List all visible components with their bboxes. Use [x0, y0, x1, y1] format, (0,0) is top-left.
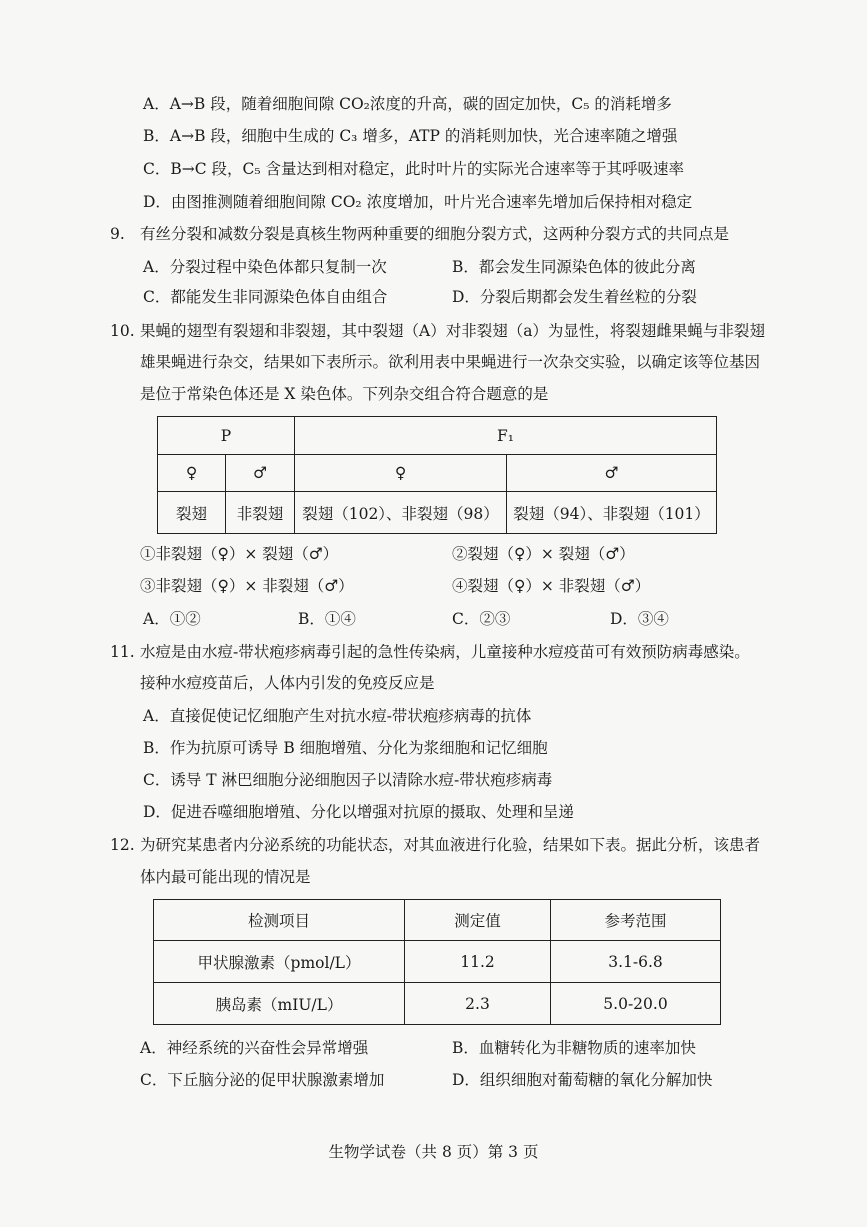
table-cell: 2.3	[405, 983, 551, 1025]
table-header: 参考范围	[551, 900, 721, 941]
q9-option-a: A．分裂过程中染色体都只复制一次	[143, 258, 387, 276]
q12-stem-line: 体内最可能出现的情况是	[140, 868, 311, 886]
q9-option-b: B．都会发生同源染色体的彼此分离	[452, 258, 696, 276]
q10-stem-line: 果蝇的翅型有裂翅和非裂翅，其中裂翅（A）对非裂翅（a）为显性，将裂翅雌果蝇与非裂翅	[140, 322, 765, 340]
q11-stem-line: 水痘是由水痘-带状疱疹病毒引起的急性传染病，儿童接种水痘疫苗可有效预防病毒感染。	[140, 643, 750, 661]
male-symbol: ♂	[226, 455, 295, 492]
q11-option-d: D．促进吞噬细胞增殖、分化以增强对抗原的摄取、处理和呈递	[143, 803, 574, 821]
q12-option-b: B．血糖转化为非糖物质的速率加快	[452, 1039, 696, 1057]
q10-cross-4: ④裂翅（♀）× 非裂翅（♂）	[452, 577, 651, 595]
q8-option-c: C．B→C 段，C₅ 含量达到相对稳定，此时叶片的实际光合速率等于其呼吸速率	[143, 160, 685, 178]
q12-stem-line: 为研究某患者内分泌系统的功能状态，对其血液进行化验，结果如下表。据此分析，该患者	[140, 836, 761, 854]
q11-option-a: A．直接促使记忆细胞产生对抗水痘-带状疱疹病毒的抗体	[143, 707, 532, 725]
q10-option-d: D．③④	[610, 610, 669, 628]
q9-stem: 有丝分裂和减数分裂是真核生物两种重要的细胞分裂方式，这两种分裂方式的共同点是	[140, 225, 730, 243]
q11-stem-line: 接种水痘疫苗后，人体内引发的免疫反应是	[140, 674, 435, 692]
table-cell: 裂翅（102）、非裂翅（98）	[295, 492, 507, 534]
q10-stem-line: 是位于常染色体还是 X 染色体。下列杂交组合符合题意的是	[140, 385, 549, 403]
q12-lab-table	[153, 899, 721, 1025]
table-cell: 非裂翅	[226, 492, 295, 534]
table-cell: 5.0-20.0	[551, 983, 721, 1025]
q10-option-c: C．②③	[452, 610, 511, 628]
q9-option-c: C．都能发生非同源染色体自由组合	[143, 288, 388, 306]
q9-option-d: D．分裂后期都会发生着丝粒的分裂	[452, 288, 697, 306]
q8-option-a: A．A→B 段，随着细胞间隙 CO₂浓度的升高，碳的固定加快，C₅ 的消耗增多	[143, 95, 672, 113]
q10-number: 10.	[110, 322, 135, 340]
female-symbol: ♀	[295, 455, 507, 492]
table-cell: 甲状腺激素（pmol/L）	[154, 941, 405, 983]
male-symbol: ♂	[507, 455, 717, 492]
page-footer: 生物学试卷（共 8 页）第 3 页	[328, 1143, 539, 1161]
q10-cross-2: ②裂翅（♀）× 裂翅（♂）	[452, 545, 635, 563]
q9-number: 9.	[110, 225, 125, 243]
table-header-p: P	[158, 417, 295, 455]
q10-cross-3: ③非裂翅（♀）× 非裂翅（♂）	[140, 577, 354, 595]
q11-number: 11.	[110, 643, 135, 661]
q12-option-a: A．神经系统的兴奋性会异常增强	[140, 1039, 369, 1057]
table-header-f1: F₁	[295, 417, 717, 455]
q12-option-d: D．组织细胞对葡萄糖的氧化分解加快	[452, 1071, 713, 1089]
q11-option-b: B．作为抗原可诱导 B 细胞增殖、分化为浆细胞和记忆细胞	[143, 739, 548, 757]
table-cell: 3.1-6.8	[551, 941, 721, 983]
table-header: 检测项目	[154, 900, 405, 941]
q8-option-d: D．由图推测随着细胞间隙 CO₂ 浓度增加，叶片光合速率先增加后保持相对稳定	[143, 193, 693, 211]
q10-cross-table	[157, 416, 717, 534]
q11-option-c: C．诱导 T 淋巴细胞分泌细胞因子以清除水痘-带状疱疹病毒	[143, 771, 553, 789]
q10-cross-1: ①非裂翅（♀）× 裂翅（♂）	[140, 545, 339, 563]
female-symbol: ♀	[158, 455, 226, 492]
q10-option-a: A．①②	[143, 610, 201, 628]
table-cell: 11.2	[405, 941, 551, 983]
q8-option-b: B．A→B 段，细胞中生成的 C₃ 增多，ATP 的消耗则加快，光合速率随之增强	[143, 127, 678, 145]
q12-option-c: C．下丘脑分泌的促甲状腺激素增加	[140, 1071, 385, 1089]
table-cell: 胰岛素（mIU/L）	[154, 983, 405, 1025]
table-cell: 裂翅（94）、非裂翅（101）	[507, 492, 717, 534]
table-header: 测定值	[405, 900, 551, 941]
q10-option-b: B．①④	[298, 610, 356, 628]
table-cell: 裂翅	[158, 492, 226, 534]
q10-stem-line: 雄果蝇进行杂交，结果如下表所示。欲利用表中果蝇进行一次杂交实验，以确定该等位基因	[140, 353, 761, 371]
q12-number: 12.	[110, 836, 135, 854]
